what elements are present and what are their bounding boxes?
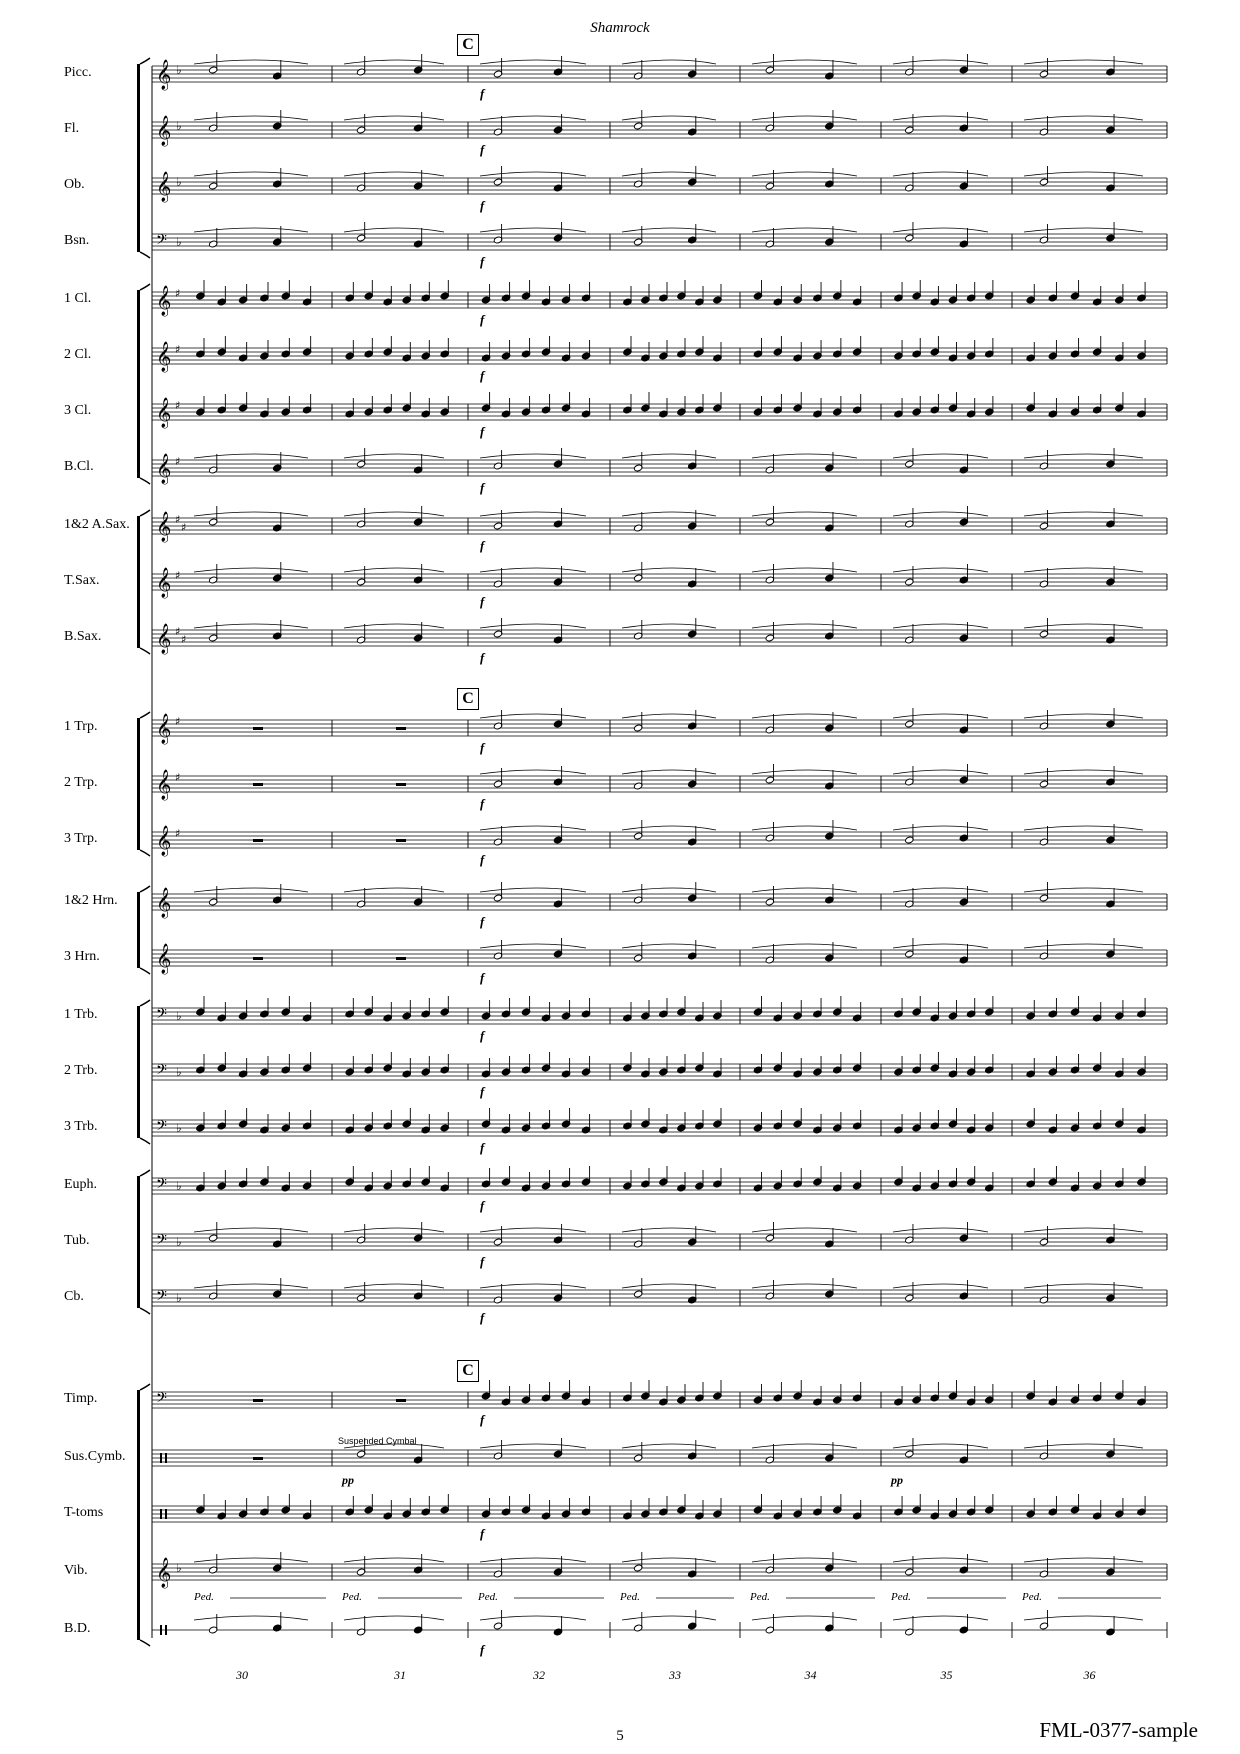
treble-clef-icon: 𝄞 — [156, 398, 172, 428]
tie — [752, 944, 857, 948]
tie — [344, 1616, 444, 1620]
tie — [622, 228, 716, 232]
flat-icon: ♭ — [176, 1179, 182, 1193]
sharp-icon: ♯ — [175, 569, 181, 582]
page-number: 5 — [616, 1728, 624, 1744]
tie — [622, 512, 716, 516]
dynamic-forte: f — [480, 254, 485, 269]
staff-1-trb- — [152, 996, 1167, 1043]
tie — [1024, 60, 1143, 64]
rest — [396, 1399, 406, 1402]
sharp-icon: ♯ — [175, 513, 181, 526]
treble-clef-icon: 𝄞 — [156, 1558, 172, 1588]
sharp-icon: ♯ — [175, 771, 181, 784]
tie — [480, 512, 586, 516]
treble-clef-icon: 𝄞 — [156, 714, 172, 744]
tie — [622, 454, 716, 458]
treble-clef-icon: 𝄞 — [156, 172, 172, 202]
flat-icon: ♭ — [176, 175, 182, 189]
staff-fl- — [152, 110, 1167, 157]
bass-clef-icon: 𝄢 — [156, 1062, 167, 1082]
tie — [480, 454, 586, 458]
staff-2-trp- — [152, 764, 1167, 811]
staff-3-cl- — [152, 392, 1167, 439]
sharp-icon: ♯ — [175, 399, 181, 412]
dynamic-forte: f — [480, 538, 485, 553]
instrument-label: 1&2 Hrn. — [64, 893, 118, 908]
instrument-label: 2 Trp. — [64, 775, 98, 790]
dynamic-forte: f — [480, 1140, 485, 1155]
sharp-icon: ♯ — [175, 715, 181, 728]
staff-tub- — [152, 1222, 1167, 1269]
measure-number: 33 — [669, 1668, 681, 1682]
dynamic-forte: f — [480, 1526, 485, 1541]
rest — [396, 727, 406, 730]
tie — [344, 1284, 444, 1288]
tie — [194, 1558, 308, 1562]
tie — [893, 172, 988, 176]
dynamic-forte: f — [480, 142, 485, 157]
staff-2-trb- — [152, 1052, 1167, 1099]
treble-clef-icon: 𝄞 — [156, 624, 172, 654]
tie — [1024, 1444, 1143, 1448]
system-bracket — [137, 1390, 140, 1640]
instrument-label: 1 Cl. — [64, 291, 92, 306]
rest — [253, 1457, 263, 1460]
instrument-label: Cb. — [64, 1289, 84, 1304]
tie — [752, 624, 857, 628]
tie — [893, 826, 988, 830]
tie — [752, 172, 857, 176]
staff-euph- — [152, 1166, 1167, 1213]
tie — [194, 888, 308, 892]
flat-icon: ♭ — [176, 1235, 182, 1249]
staff-3-trp- — [152, 820, 1167, 867]
staff-picc- — [152, 54, 1167, 101]
dynamic-forte: f — [480, 650, 485, 665]
tie — [1024, 888, 1143, 892]
tie — [480, 1616, 586, 1620]
system-bracket — [137, 1176, 140, 1308]
tie — [1024, 512, 1143, 516]
bass-clef-icon: 𝄢 — [156, 1390, 167, 1410]
tie — [194, 172, 308, 176]
tie — [1024, 116, 1143, 120]
dynamic-forte: f — [480, 852, 485, 867]
tie — [344, 60, 444, 64]
bass-clef-icon: 𝄢 — [156, 1288, 167, 1308]
bass-clef-icon: 𝄢 — [156, 232, 167, 252]
dynamic-forte: f — [480, 1310, 485, 1325]
instrument-label: Bsn. — [64, 233, 90, 248]
instrument-label: 2 Cl. — [64, 347, 92, 362]
tie — [893, 944, 988, 948]
instrument-label: Tub. — [64, 1233, 90, 1248]
dynamic-forte: f — [480, 480, 485, 495]
tie — [893, 60, 988, 64]
tie — [1024, 228, 1143, 232]
tie — [194, 454, 308, 458]
tie — [194, 60, 308, 64]
tie — [893, 568, 988, 572]
tie — [1024, 624, 1143, 628]
tie — [1024, 1558, 1143, 1562]
tie — [752, 1616, 857, 1620]
rest — [253, 1399, 263, 1402]
tie — [194, 568, 308, 572]
rest — [396, 839, 406, 842]
tie — [194, 1616, 308, 1620]
instrument-label: B.D. — [64, 1621, 91, 1636]
tie — [480, 1228, 586, 1232]
tie — [752, 512, 857, 516]
tie — [1024, 1616, 1143, 1620]
sharp-icon: ♯ — [181, 521, 187, 534]
flat-icon: ♭ — [176, 1561, 182, 1575]
treble-clef-icon: 𝄞 — [156, 944, 172, 974]
tie — [1024, 944, 1143, 948]
tie — [893, 454, 988, 458]
pedal-mark: Ped. — [620, 1591, 640, 1603]
tie — [1024, 1284, 1143, 1288]
staff-bsn- — [152, 222, 1167, 269]
instrument-label: 1&2 A.Sax. — [64, 517, 130, 532]
instrument-label: T.Sax. — [64, 573, 100, 588]
dynamic-forte: f — [480, 740, 485, 755]
tie — [752, 454, 857, 458]
bass-clef-icon: 𝄢 — [156, 1006, 167, 1026]
treble-clef-icon: 𝄞 — [156, 342, 172, 372]
flat-icon: ♭ — [176, 1065, 182, 1079]
tie — [622, 944, 716, 948]
sharp-icon: ♯ — [175, 287, 181, 300]
rehearsal-mark: C — [457, 34, 479, 56]
tie — [344, 228, 444, 232]
tie — [622, 624, 716, 628]
tie — [480, 826, 586, 830]
tie — [752, 1228, 857, 1232]
tie — [893, 1616, 988, 1620]
dynamic-forte: f — [480, 424, 485, 439]
instrument-label: Ob. — [64, 177, 85, 192]
tie — [344, 116, 444, 120]
tie — [622, 714, 716, 718]
tie — [752, 568, 857, 572]
tie — [194, 1284, 308, 1288]
tie — [344, 1228, 444, 1232]
instrument-label: T-toms — [64, 1505, 104, 1520]
tie — [752, 1558, 857, 1562]
pedal-mark: Ped. — [1022, 1591, 1042, 1603]
tie — [480, 172, 586, 176]
rest — [396, 783, 406, 786]
instrument-label: 3 Hrn. — [64, 949, 100, 964]
tie — [752, 770, 857, 774]
sharp-icon: ♯ — [175, 827, 181, 840]
tie — [622, 1228, 716, 1232]
tie — [893, 888, 988, 892]
dynamic-forte: f — [480, 1198, 485, 1213]
tie — [480, 568, 586, 572]
tie — [622, 1616, 716, 1620]
tie — [1024, 454, 1143, 458]
instrument-label: Picc. — [64, 65, 92, 80]
tie — [752, 714, 857, 718]
rest — [253, 727, 263, 730]
measure-number: 34 — [804, 1668, 817, 1682]
tie — [622, 568, 716, 572]
dynamic-forte: f — [480, 1254, 485, 1269]
instrument-label: B.Sax. — [64, 629, 102, 644]
tie — [344, 568, 444, 572]
tie — [194, 228, 308, 232]
tie — [1024, 714, 1143, 718]
staff-1-cl- — [152, 280, 1167, 327]
pedal-mark: Ped. — [750, 1591, 770, 1603]
tie — [1024, 770, 1143, 774]
tie — [622, 1444, 716, 1448]
tie — [344, 888, 444, 892]
tie — [622, 826, 716, 830]
staff-b-sax- — [152, 618, 1167, 665]
rest — [396, 957, 406, 960]
staff-sus-cymb- — [152, 1438, 1167, 1466]
instrument-label: 1 Trb. — [64, 1007, 98, 1022]
staff-2-cl- — [152, 336, 1167, 383]
staff-ob- — [152, 166, 1167, 213]
system-bracket — [137, 1006, 140, 1138]
tie — [344, 1444, 444, 1448]
tie — [752, 60, 857, 64]
tie — [194, 1228, 308, 1232]
tie — [622, 60, 716, 64]
rehearsal-mark: C — [457, 688, 479, 710]
measure-number: 36 — [1083, 1668, 1096, 1682]
staff-b-d- — [152, 1610, 1167, 1657]
instrument-label: Sus.Cymb. — [64, 1449, 126, 1464]
tie — [893, 624, 988, 628]
bass-clef-icon: 𝄢 — [156, 1176, 167, 1196]
tie — [752, 228, 857, 232]
tie — [480, 888, 586, 892]
staff-timp- — [152, 1380, 1167, 1427]
treble-clef-icon: 𝄞 — [156, 770, 172, 800]
tie — [1024, 568, 1143, 572]
flat-icon: ♭ — [176, 63, 182, 77]
tie — [622, 770, 716, 774]
instrument-label: 3 Trp. — [64, 831, 98, 846]
staff-t-sax- — [152, 562, 1167, 609]
dynamic-forte: f — [480, 1084, 485, 1099]
tie — [480, 770, 586, 774]
tie — [344, 172, 444, 176]
footer-code: FML-0377-sample — [1039, 1718, 1198, 1742]
instrument-label: Timp. — [64, 1391, 98, 1406]
tie — [480, 116, 586, 120]
dynamic-forte: f — [480, 1412, 485, 1427]
treble-clef-icon: 𝄞 — [156, 116, 172, 146]
tie — [480, 228, 586, 232]
tie — [752, 116, 857, 120]
tie — [622, 116, 716, 120]
treble-clef-icon: 𝄞 — [156, 888, 172, 918]
tie — [480, 1284, 586, 1288]
dynamic-forte: f — [480, 914, 485, 929]
dynamic-forte: f — [480, 198, 485, 213]
tie — [893, 512, 988, 516]
system-bracket — [137, 290, 140, 478]
tie — [344, 624, 444, 628]
treble-clef-icon: 𝄞 — [156, 286, 172, 316]
treble-clef-icon: 𝄞 — [156, 60, 172, 90]
measure-number: 31 — [394, 1668, 406, 1682]
rest — [253, 783, 263, 786]
dynamic-forte: f — [480, 312, 485, 327]
system-bracket — [137, 516, 140, 648]
sharp-icon: ♯ — [175, 625, 181, 638]
tie — [480, 714, 586, 718]
measure-number: 30 — [236, 1668, 248, 1682]
tie — [622, 172, 716, 176]
staff-1-trp- — [152, 708, 1167, 755]
pedal-mark: Ped. — [478, 1591, 498, 1603]
sharp-icon: ♯ — [181, 633, 187, 646]
suspended-cymbal-annotation: Suspended Cymbal — [338, 1436, 417, 1446]
tie — [752, 1444, 857, 1448]
tie — [480, 60, 586, 64]
dynamic-forte: f — [480, 796, 485, 811]
tie — [480, 944, 586, 948]
tie — [893, 1228, 988, 1232]
tie — [893, 1284, 988, 1288]
instrument-label: Vib. — [64, 1563, 88, 1578]
dynamic-forte: f — [480, 1028, 485, 1043]
tie — [1024, 172, 1143, 176]
tie — [344, 1558, 444, 1562]
measure-number: 35 — [940, 1668, 953, 1682]
tie — [752, 1284, 857, 1288]
instrument-label: Euph. — [64, 1177, 98, 1192]
flat-icon: ♭ — [176, 235, 182, 249]
dynamic-forte: f — [480, 1642, 485, 1657]
tie — [1024, 1228, 1143, 1232]
staff-vib- — [152, 1552, 1167, 1589]
instrument-label: 3 Cl. — [64, 403, 92, 418]
staff-b-cl- — [152, 448, 1167, 495]
instrument-label: Fl. — [64, 121, 80, 136]
bass-clef-icon: 𝄢 — [156, 1118, 167, 1138]
sharp-icon: ♯ — [175, 455, 181, 468]
sharp-icon: ♯ — [175, 343, 181, 356]
treble-clef-icon: 𝄞 — [156, 568, 172, 598]
system-bracket — [137, 64, 140, 252]
tie — [480, 624, 586, 628]
staff-3-hrn- — [152, 938, 1167, 985]
rehearsal-mark: C — [457, 1360, 479, 1382]
tie — [622, 888, 716, 892]
tie — [893, 1444, 988, 1448]
tie — [893, 1558, 988, 1562]
treble-clef-icon: 𝄞 — [156, 454, 172, 484]
staff-1-2-hrn- — [152, 882, 1167, 929]
treble-clef-icon: 𝄞 — [156, 826, 172, 856]
dynamic-forte: f — [480, 86, 485, 101]
treble-clef-icon: 𝄞 — [156, 512, 172, 542]
instrument-label: B.Cl. — [64, 459, 94, 474]
page-title: Shamrock — [590, 20, 650, 36]
rest — [253, 839, 263, 842]
flat-icon: ♭ — [176, 1291, 182, 1305]
measure-number: 32 — [533, 1668, 545, 1682]
tie — [752, 826, 857, 830]
staff-3-trb- — [152, 1108, 1167, 1155]
tie — [194, 512, 308, 516]
pedal-mark: Ped. — [891, 1591, 911, 1603]
bass-clef-icon: 𝄢 — [156, 1232, 167, 1252]
tie — [893, 116, 988, 120]
tie — [194, 624, 308, 628]
system-bracket — [137, 718, 140, 850]
dynamic-pianissimo: pp — [342, 1473, 354, 1487]
tie — [480, 1558, 586, 1562]
tie — [344, 454, 444, 458]
flat-icon: ♭ — [176, 119, 182, 133]
tie — [622, 1284, 716, 1288]
tie — [622, 1558, 716, 1562]
flat-icon: ♭ — [176, 1121, 182, 1135]
tie — [344, 512, 444, 516]
tie — [752, 888, 857, 892]
staff-1-2-a-sax- — [152, 506, 1167, 553]
instrument-label: 1 Trp. — [64, 719, 98, 734]
staff-t-toms — [152, 1494, 1167, 1541]
tie — [1024, 826, 1143, 830]
pedal-mark: Ped. — [342, 1591, 362, 1603]
instrument-label: 3 Trb. — [64, 1119, 98, 1134]
dynamic-forte: f — [480, 594, 485, 609]
staff-cb- — [152, 1278, 1167, 1325]
tie — [893, 228, 988, 232]
tie — [194, 116, 308, 120]
dynamic-forte: f — [480, 368, 485, 383]
system-bracket — [137, 892, 140, 968]
tie — [893, 770, 988, 774]
flat-icon: ♭ — [176, 1009, 182, 1023]
tie — [480, 1444, 586, 1448]
dynamic-pianissimo: pp — [891, 1473, 903, 1487]
pedal-mark: Ped. — [194, 1591, 214, 1603]
instrument-label: 2 Trb. — [64, 1063, 98, 1078]
rest — [253, 957, 263, 960]
dynamic-forte: f — [480, 970, 485, 985]
tie — [893, 714, 988, 718]
